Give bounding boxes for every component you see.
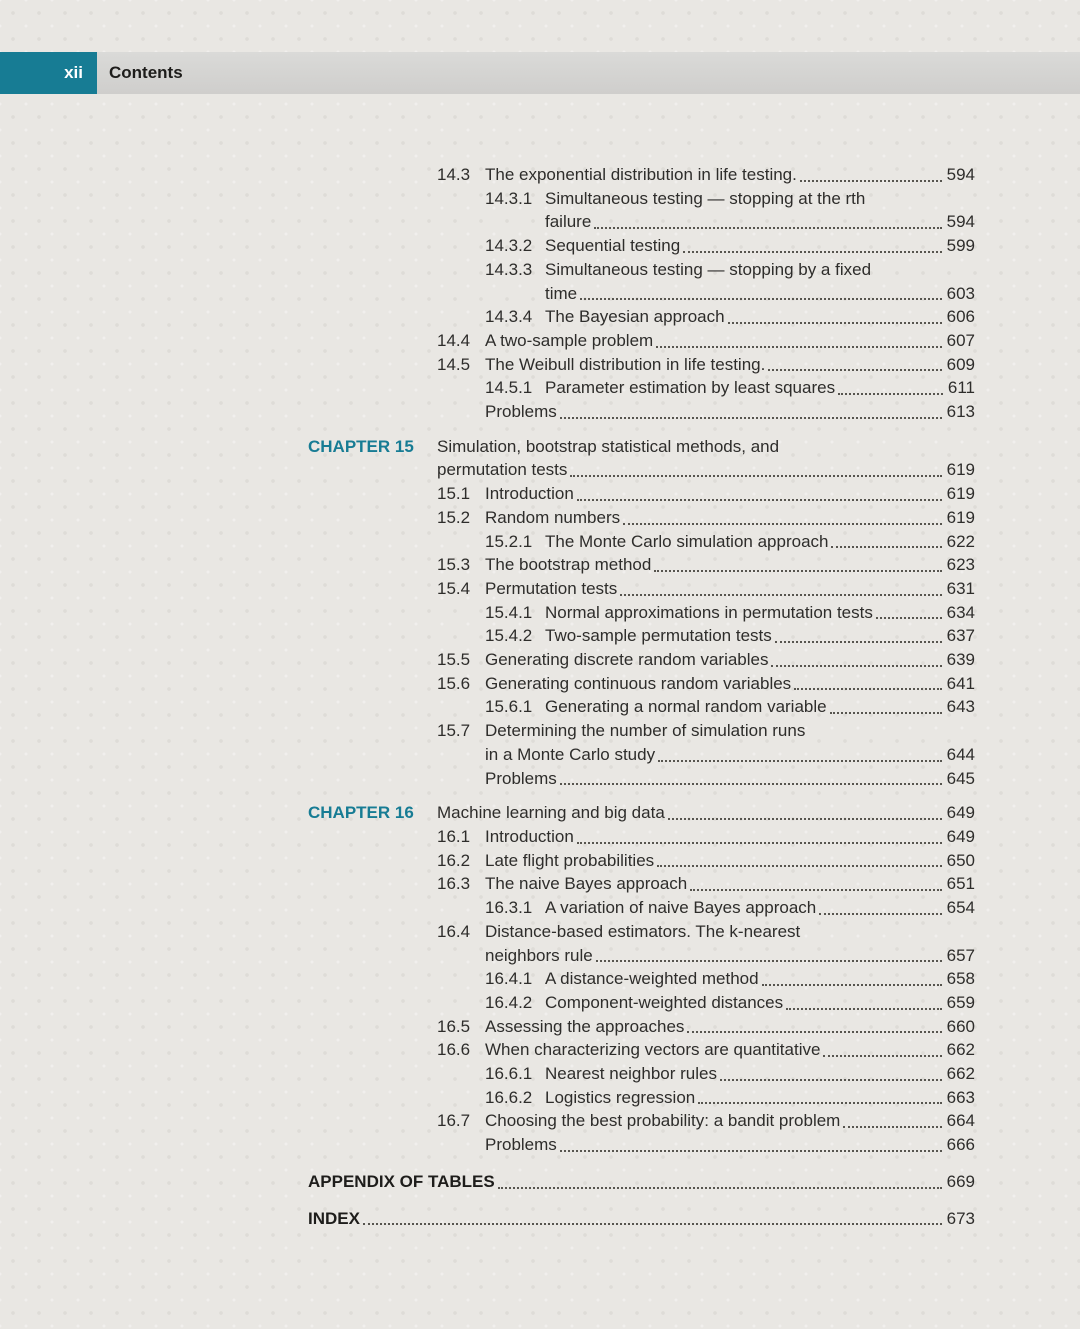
- entry-title: The naive Bayes approach: [485, 874, 688, 894]
- page-ref: 663: [946, 1087, 975, 1107]
- entry-body: [485, 920, 975, 967]
- toc-entry: [308, 163, 975, 187]
- toc-entry: [308, 1038, 975, 1062]
- entry-last-line: [485, 329, 975, 353]
- entry-last-line: [485, 1133, 975, 1157]
- dot-leader: [698, 1102, 941, 1104]
- entry-title: Problems: [485, 1135, 557, 1155]
- dot-leader: [623, 523, 942, 525]
- chapter-label: CHAPTER 16: [308, 803, 414, 823]
- page-ref: 631: [946, 578, 975, 598]
- section-number: 15.6: [437, 673, 471, 693]
- dot-leader: [683, 251, 941, 253]
- entry-body: [485, 400, 975, 424]
- toc-entry: [308, 648, 975, 672]
- dot-leader: [830, 712, 942, 714]
- section-number: 16.4.2: [485, 992, 533, 1012]
- entry-body: [485, 482, 975, 506]
- page-ref: 660: [946, 1016, 975, 1036]
- toc-entry: [308, 920, 975, 967]
- entry-last-line: [485, 825, 975, 849]
- entry-title: Problems: [485, 402, 557, 422]
- entry-title: The Weibull distribution in life testing.: [485, 354, 766, 374]
- entry-title: Introduction: [485, 484, 574, 504]
- entry-title: Logistics regression: [545, 1087, 696, 1107]
- section-number: 15.1: [437, 484, 471, 504]
- entry-title: Component-weighted distances: [545, 992, 784, 1012]
- toc-entry: [308, 1062, 975, 1086]
- page-ref: 611: [947, 378, 975, 398]
- page-ref: 651: [946, 874, 975, 894]
- entry-body: [485, 849, 975, 873]
- dot-leader: [594, 227, 941, 229]
- header-title: Contents: [109, 63, 183, 83]
- entry-title: Late flight probabilities: [485, 850, 655, 870]
- toc-entry: [308, 1086, 975, 1110]
- dot-leader: [728, 322, 942, 324]
- entry-last-line: [485, 1109, 975, 1133]
- dot-leader: [560, 783, 942, 785]
- entry-last-line: [545, 896, 975, 920]
- entry-title: INDEX: [308, 1208, 360, 1228]
- entry-last-line: [545, 624, 975, 648]
- entry-title: Parameter estimation by least squares: [545, 378, 836, 398]
- dot-leader: [690, 889, 941, 891]
- entry-body: [308, 1170, 975, 1194]
- entry-body: [545, 896, 975, 920]
- section-number: 14.5.1: [485, 378, 533, 398]
- toc-entry: [308, 329, 975, 353]
- entry-body: [545, 695, 975, 719]
- section-number: 16.1: [437, 826, 471, 846]
- entry-last-line: [485, 648, 975, 672]
- entry-last-line: [545, 967, 975, 991]
- toc-entry: [308, 991, 975, 1015]
- entry-last-line: [485, 849, 975, 873]
- page-ref: 594: [946, 165, 975, 184]
- entry-last-line: [545, 282, 975, 306]
- entry-body: [485, 353, 975, 377]
- page-ref: 619: [946, 460, 975, 480]
- dot-leader: [687, 1031, 941, 1033]
- entry-body: [485, 672, 975, 696]
- toc-entry: [308, 305, 975, 329]
- entry-last-line: [485, 506, 975, 530]
- entry-body: [485, 767, 975, 791]
- entry-title: Sequential testing: [545, 236, 681, 256]
- entry-body: [545, 967, 975, 991]
- page-ref: 659: [946, 992, 975, 1012]
- entry-body: [545, 258, 975, 305]
- entry-title: Generating discrete random variables: [485, 650, 769, 670]
- entry-title: The Bayesian approach: [545, 307, 725, 327]
- entry-last-line: [308, 1207, 975, 1231]
- toc-entry: [308, 849, 975, 873]
- dot-leader: [876, 617, 942, 619]
- page-ref: 622: [946, 531, 975, 551]
- entry-last-line: [545, 1062, 975, 1086]
- entry-last-line: [485, 1038, 975, 1062]
- toc-entry: [308, 1015, 975, 1039]
- entry-last-line: [485, 743, 975, 767]
- page-ref: 643: [946, 697, 975, 717]
- entry-title-line: Determining the number of simulation runs: [485, 721, 806, 741]
- toc-entry: [308, 1207, 975, 1231]
- entry-body: [545, 601, 975, 625]
- entry-title: Introduction: [485, 826, 574, 846]
- toc-entry: [308, 967, 975, 991]
- toc-entry: [308, 234, 975, 258]
- toc-entry: [308, 258, 975, 305]
- entry-title: Choosing the best probability: a bandit problem: [485, 1111, 841, 1131]
- toc-entry: [308, 695, 975, 719]
- section-number: 16.3: [437, 874, 471, 894]
- section-number: 16.6: [437, 1040, 471, 1060]
- toc-entry: [308, 506, 975, 530]
- page-ref: 634: [946, 602, 975, 622]
- page-ref: 645: [946, 768, 975, 788]
- folio-badge: [0, 52, 97, 94]
- page-ref: 649: [946, 826, 975, 846]
- dot-leader: [577, 842, 942, 844]
- page-ref: 649: [946, 803, 975, 823]
- dot-leader: [658, 760, 942, 762]
- entry-title: Two-sample permutation tests: [545, 626, 772, 646]
- entry-title-line: Simultaneous testing — stopping by a fixed: [545, 259, 872, 279]
- entry-body: [485, 506, 975, 530]
- toc-entry: [308, 672, 975, 696]
- entry-title: A variation of naive Bayes approach: [545, 898, 817, 918]
- page-ref: 673: [946, 1208, 975, 1228]
- entry-last-line: [485, 767, 975, 791]
- toc-entry: [308, 825, 975, 849]
- entry-title: neighbors rule: [485, 945, 593, 965]
- dot-leader: [580, 298, 942, 300]
- dot-leader: [720, 1079, 942, 1081]
- entry-body: [485, 329, 975, 353]
- dot-leader: [596, 960, 942, 962]
- entry-title: Machine learning and big data: [437, 803, 665, 823]
- section-number: 15.4.2: [485, 626, 533, 646]
- entry-last-line: [485, 163, 975, 187]
- entry-title: A two-sample problem: [485, 330, 654, 350]
- entry-last-line: [437, 458, 975, 482]
- chapter-label: CHAPTER 15: [308, 436, 414, 456]
- entry-body: [437, 435, 975, 482]
- entry-last-line: [545, 305, 975, 329]
- entry-title-line: Simultaneous testing — stopping at the rth: [545, 188, 866, 208]
- entry-body: [545, 234, 975, 258]
- entry-last-line: [485, 553, 975, 577]
- entry-title-line: Distance-based estimators. The k-nearest: [485, 921, 801, 941]
- dot-leader: [620, 594, 941, 596]
- entry-last-line: [545, 991, 975, 1015]
- page-ref: 644: [946, 744, 975, 764]
- page-ref: 662: [946, 1040, 975, 1060]
- section-number: 15.5: [437, 650, 471, 670]
- toc-entry: [308, 353, 975, 377]
- dot-leader: [843, 1126, 941, 1128]
- page-ref: 594: [946, 212, 975, 232]
- entry-title: Nearest neighbor rules: [545, 1064, 717, 1084]
- page-ref: 613: [946, 402, 975, 422]
- entry-body: [485, 719, 975, 766]
- dot-leader: [654, 570, 941, 572]
- page-ref: 650: [946, 850, 975, 870]
- entry-body: [308, 1207, 975, 1231]
- page-ref: 609: [946, 354, 975, 374]
- page-ref: 639: [946, 650, 975, 670]
- entry-title: permutation tests: [437, 460, 568, 480]
- entry-body: [485, 163, 975, 187]
- toc-entry: [308, 624, 975, 648]
- entry-last-line: [485, 400, 975, 424]
- toc-entry: [308, 719, 975, 766]
- dot-leader: [768, 369, 941, 371]
- entry-body: [545, 1086, 975, 1110]
- dot-leader: [657, 865, 941, 867]
- section-number: 16.6.1: [485, 1064, 533, 1084]
- entry-last-line: [545, 695, 975, 719]
- toc-entry: [308, 601, 975, 625]
- section-number: 16.3.1: [485, 898, 533, 918]
- section-number: 16.4.1: [485, 969, 533, 989]
- entry-title: Normal approximations in permutation tests: [545, 602, 873, 622]
- toc-entry: [308, 553, 975, 577]
- page-ref: 669: [946, 1171, 975, 1191]
- dot-leader: [775, 641, 942, 643]
- page-ref: 623: [946, 555, 975, 575]
- page-ref: 619: [946, 507, 975, 527]
- section-number: 14.3: [437, 165, 471, 184]
- entry-last-line: [485, 872, 975, 896]
- section-number: 14.4: [437, 330, 471, 350]
- toc-entry: [308, 577, 975, 601]
- toc-entry: [308, 767, 975, 791]
- dot-leader: [363, 1223, 942, 1225]
- dot-leader: [831, 546, 941, 548]
- dot-leader: [498, 1187, 942, 1189]
- toc-entry: [308, 435, 975, 482]
- entry-body: [485, 1133, 975, 1157]
- dot-leader: [668, 818, 942, 820]
- entry-last-line: [545, 376, 975, 400]
- dot-leader: [656, 346, 941, 348]
- page-ref: 664: [946, 1111, 975, 1131]
- page-ref: 607: [946, 330, 975, 350]
- section-number: 15.2.1: [485, 531, 533, 551]
- entry-body: [545, 187, 975, 234]
- entry-title: time: [545, 283, 578, 303]
- entry-last-line: [545, 1086, 975, 1110]
- entry-last-line: [545, 210, 975, 234]
- page-ref: 662: [946, 1064, 975, 1084]
- entry-title: The Monte Carlo simulation approach: [545, 531, 829, 551]
- entry-last-line: [485, 353, 975, 377]
- dot-leader: [570, 475, 941, 477]
- section-number: 15.7: [437, 721, 471, 741]
- entry-title: When characterizing vectors are quantitative: [485, 1040, 821, 1060]
- entry-last-line: [485, 482, 975, 506]
- entry-body: [485, 1038, 975, 1062]
- dot-leader: [823, 1055, 941, 1057]
- page-ref: 619: [946, 484, 975, 504]
- entry-last-line: [545, 601, 975, 625]
- section-number: 14.3.3: [485, 259, 533, 279]
- entry-title-line: Simulation, bootstrap statistical methods, and: [437, 436, 780, 456]
- page-header: [0, 52, 1080, 94]
- page-ref: 654: [946, 898, 975, 918]
- dot-leader: [762, 984, 942, 986]
- entry-title: APPENDIX OF TABLES: [308, 1171, 495, 1191]
- dot-leader: [577, 499, 942, 501]
- entry-body: [545, 991, 975, 1015]
- entry-body: [545, 376, 975, 400]
- section-number: 14.3.1: [485, 188, 533, 208]
- toc-entry: [308, 1109, 975, 1133]
- section-number: 15.3: [437, 555, 471, 575]
- entry-body: [485, 553, 975, 577]
- entry-body: [437, 801, 975, 825]
- entry-last-line: [485, 577, 975, 601]
- entry-last-line: [485, 1015, 975, 1039]
- entry-body: [485, 872, 975, 896]
- entry-title: Problems: [485, 768, 557, 788]
- entry-title: The exponential distribution in life testing.: [485, 165, 797, 184]
- toc-entry: [308, 400, 975, 424]
- page-ref: 599: [946, 236, 975, 256]
- entry-title: Generating continuous random variables: [485, 673, 792, 693]
- entry-body: [545, 624, 975, 648]
- section-number: 16.4: [437, 921, 471, 941]
- page-ref: 658: [946, 969, 975, 989]
- section-number: 16.5: [437, 1016, 471, 1036]
- entry-last-line: [485, 672, 975, 696]
- entry-body: [485, 825, 975, 849]
- entry-last-line: [545, 530, 975, 554]
- page-ref: 603: [946, 283, 975, 303]
- dot-leader: [794, 688, 941, 690]
- entry-body: [545, 1062, 975, 1086]
- dot-leader: [560, 1150, 942, 1152]
- toc-entry: [308, 801, 975, 825]
- entry-body: [545, 305, 975, 329]
- toc-list: [308, 163, 975, 1230]
- toc-entry: [308, 530, 975, 554]
- section-number: 14.3.4: [485, 307, 533, 327]
- entry-last-line: [437, 801, 975, 825]
- section-number: 14.5: [437, 354, 471, 374]
- entry-title: in a Monte Carlo study: [485, 744, 656, 764]
- dot-leader: [800, 180, 942, 182]
- toc-entry: [308, 1133, 975, 1157]
- dot-leader: [560, 417, 942, 419]
- entry-title: Random numbers: [485, 507, 621, 527]
- dot-leader: [819, 913, 941, 915]
- entry-body: [485, 648, 975, 672]
- toc-entry: [308, 896, 975, 920]
- section-number: 16.6.2: [485, 1087, 533, 1107]
- toc-entry: [308, 1170, 975, 1194]
- page-ref: 641: [946, 673, 975, 693]
- section-number: 16.2: [437, 850, 471, 870]
- section-number: 15.4: [437, 578, 471, 598]
- entry-last-line: [545, 234, 975, 258]
- entry-title: Assessing the approaches: [485, 1016, 685, 1036]
- entry-body: [485, 577, 975, 601]
- page-ref: 657: [946, 945, 975, 965]
- folio-number: xii: [64, 63, 83, 83]
- entry-body: [545, 530, 975, 554]
- section-number: 15.2: [437, 507, 471, 527]
- dot-leader: [771, 665, 941, 667]
- page-ref: 666: [946, 1135, 975, 1155]
- section-number: 16.7: [437, 1111, 471, 1131]
- entry-last-line: [485, 944, 975, 968]
- page-ref: 606: [946, 307, 975, 327]
- section-number: 15.6.1: [485, 697, 533, 717]
- toc-entry: [308, 187, 975, 234]
- entry-body: [485, 1015, 975, 1039]
- entry-title: The bootstrap method: [485, 555, 652, 575]
- toc-entry: [308, 376, 975, 400]
- entry-title: Permutation tests: [485, 578, 618, 598]
- dot-leader: [838, 393, 943, 395]
- page-ref: 637: [946, 626, 975, 646]
- entry-body: [485, 1109, 975, 1133]
- entry-title: A distance-weighted method: [545, 969, 759, 989]
- entry-title: failure: [545, 212, 592, 232]
- entry-last-line: [308, 1170, 975, 1194]
- entry-title: Generating a normal random variable: [545, 697, 827, 717]
- section-number: 15.4.1: [485, 602, 533, 622]
- section-number: 14.3.2: [485, 236, 533, 256]
- toc-entry: [308, 482, 975, 506]
- dot-leader: [786, 1008, 941, 1010]
- toc-entry: [308, 872, 975, 896]
